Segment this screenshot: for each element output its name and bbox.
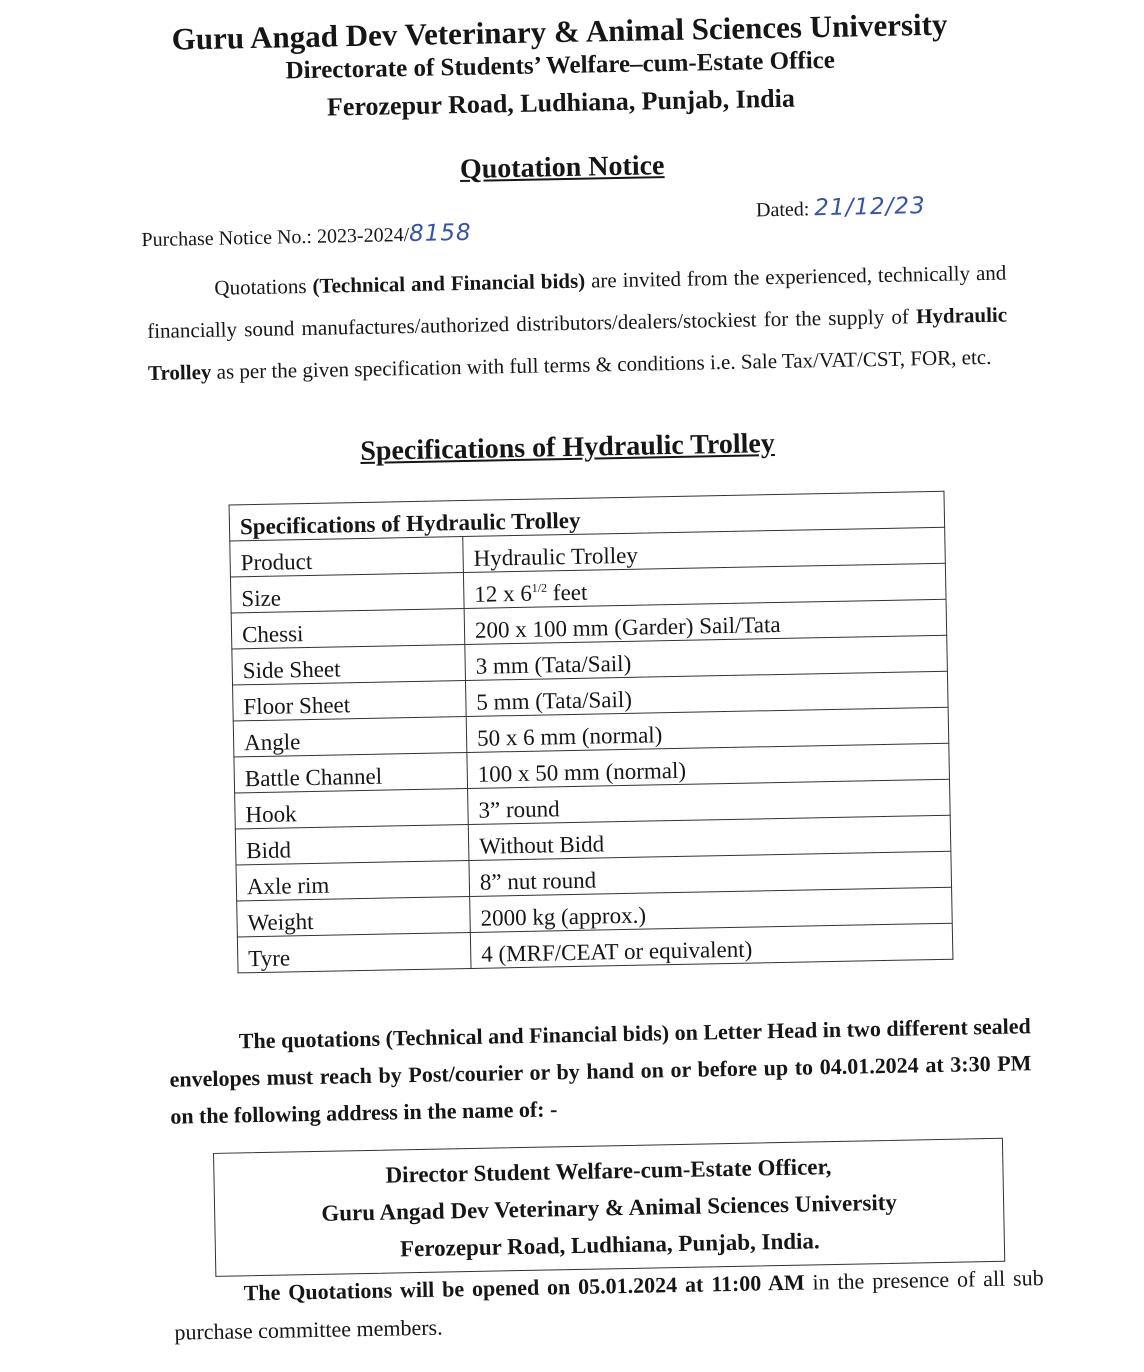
handwritten-date: 21/12/23 (814, 193, 926, 222)
university-name: Guru Angad Dev Veterinary & Animal Sciences University (171, 6, 948, 57)
office-location: Ferozepur Road, Ludhiana, Punjab, India (326, 83, 796, 122)
intro-bold-item: Hydraulic Trolley (147, 302, 1008, 386)
address-line-3: Ferozepur Road, Ludhiana, Punjab, India. (399, 1228, 820, 1262)
spec-value-main: 12 x 6 (474, 580, 533, 607)
notice-date (756, 193, 926, 222)
spec-label: Battle Channel (234, 752, 468, 792)
specifications-table (229, 491, 954, 974)
spec-value: 2000 kg (approx.) (470, 887, 953, 932)
spec-value: 100 x 50 mm (normal) (467, 743, 950, 788)
spec-label: Tyre (237, 932, 471, 972)
spec-value: 200 x 100 mm (Garder) Sail/Tata (464, 599, 947, 644)
spec-value-suffix: feet (546, 579, 588, 606)
spec-label: Chessi (231, 609, 465, 649)
spec-value: 3 mm (Tata/Sail) (465, 635, 948, 680)
intro-text-3: as per the given specification with full terms & conditions i.e. Sale Tax/VAT/CST, FOR, etc. (211, 344, 992, 384)
intro-bold-bids: (Technical and Financial bids) (312, 268, 586, 298)
submission-paragraph: The quotations (Technical and Financial bids) on Letter Head in two different sealed envelopes must reach by Post/courier or by hand on or before up to 04.01.2024 at 3:30 PM on the following address in the name of: - (169, 1013, 1032, 1129)
purchase-notice-number (141, 220, 472, 252)
spec-value-superscript: 1/2 (531, 580, 548, 596)
spec-label: Angle (233, 716, 467, 756)
spec-label: Side Sheet (232, 645, 466, 685)
office-name: Directorate of Students’ Welfare–cum-Estate Office (285, 46, 836, 85)
intro-text-1: Quotations (214, 273, 313, 300)
spec-value: 4 (MRF/CEAT or equivalent) (470, 923, 953, 968)
opening-paragraph (173, 1259, 1044, 1352)
address-line-1: Director Student Welfare-cum-Estate Officer, (385, 1154, 832, 1188)
address-box (213, 1138, 1005, 1277)
handwritten-notice-number: 8158 (408, 219, 472, 248)
spec-label: Size (230, 573, 464, 613)
spec-value: 3” round (468, 779, 951, 824)
spec-value: Without Bidd (468, 815, 951, 860)
dated-label: Dated: (755, 198, 810, 222)
purchase-notice-label: Purchase Notice No.: 2023-2024/ (141, 224, 410, 252)
spec-label: Weight (237, 896, 471, 936)
spec-label: Bidd (235, 824, 469, 864)
spec-label: Hook (235, 788, 469, 828)
intro-paragraph (146, 252, 1008, 394)
spec-label: Floor Sheet (233, 681, 467, 721)
opening-rest: in the presence of all sub purchase committee members. (174, 1265, 1044, 1345)
spec-value: 8” nut round (469, 851, 952, 896)
intro-text-2: are invited from the experienced, technically and financially sound manufactures/authorized distributors/dealers/stockiest for the supply of (146, 260, 1007, 344)
opening-bold: The Quotations will be opened on 05.01.2024 at 11:00 AM (243, 1269, 805, 1306)
table-header-cell: Specifications of Hydraulic Trolley (229, 491, 945, 541)
spec-value: 50 x 6 mm (normal) (466, 707, 949, 752)
spec-label: Axle rim (236, 860, 470, 900)
specifications-heading: Specifications of Hydraulic Trolley (359, 428, 776, 467)
spec-value: 5 mm (Tata/Sail) (465, 671, 948, 716)
notice-title: Quotation Notice (459, 150, 665, 186)
spec-label: Product (230, 537, 464, 577)
address-line-2: Guru Angad Dev Veterinary & Animal Sciences University (321, 1189, 898, 1226)
spec-value: Hydraulic Trolley (463, 527, 946, 572)
